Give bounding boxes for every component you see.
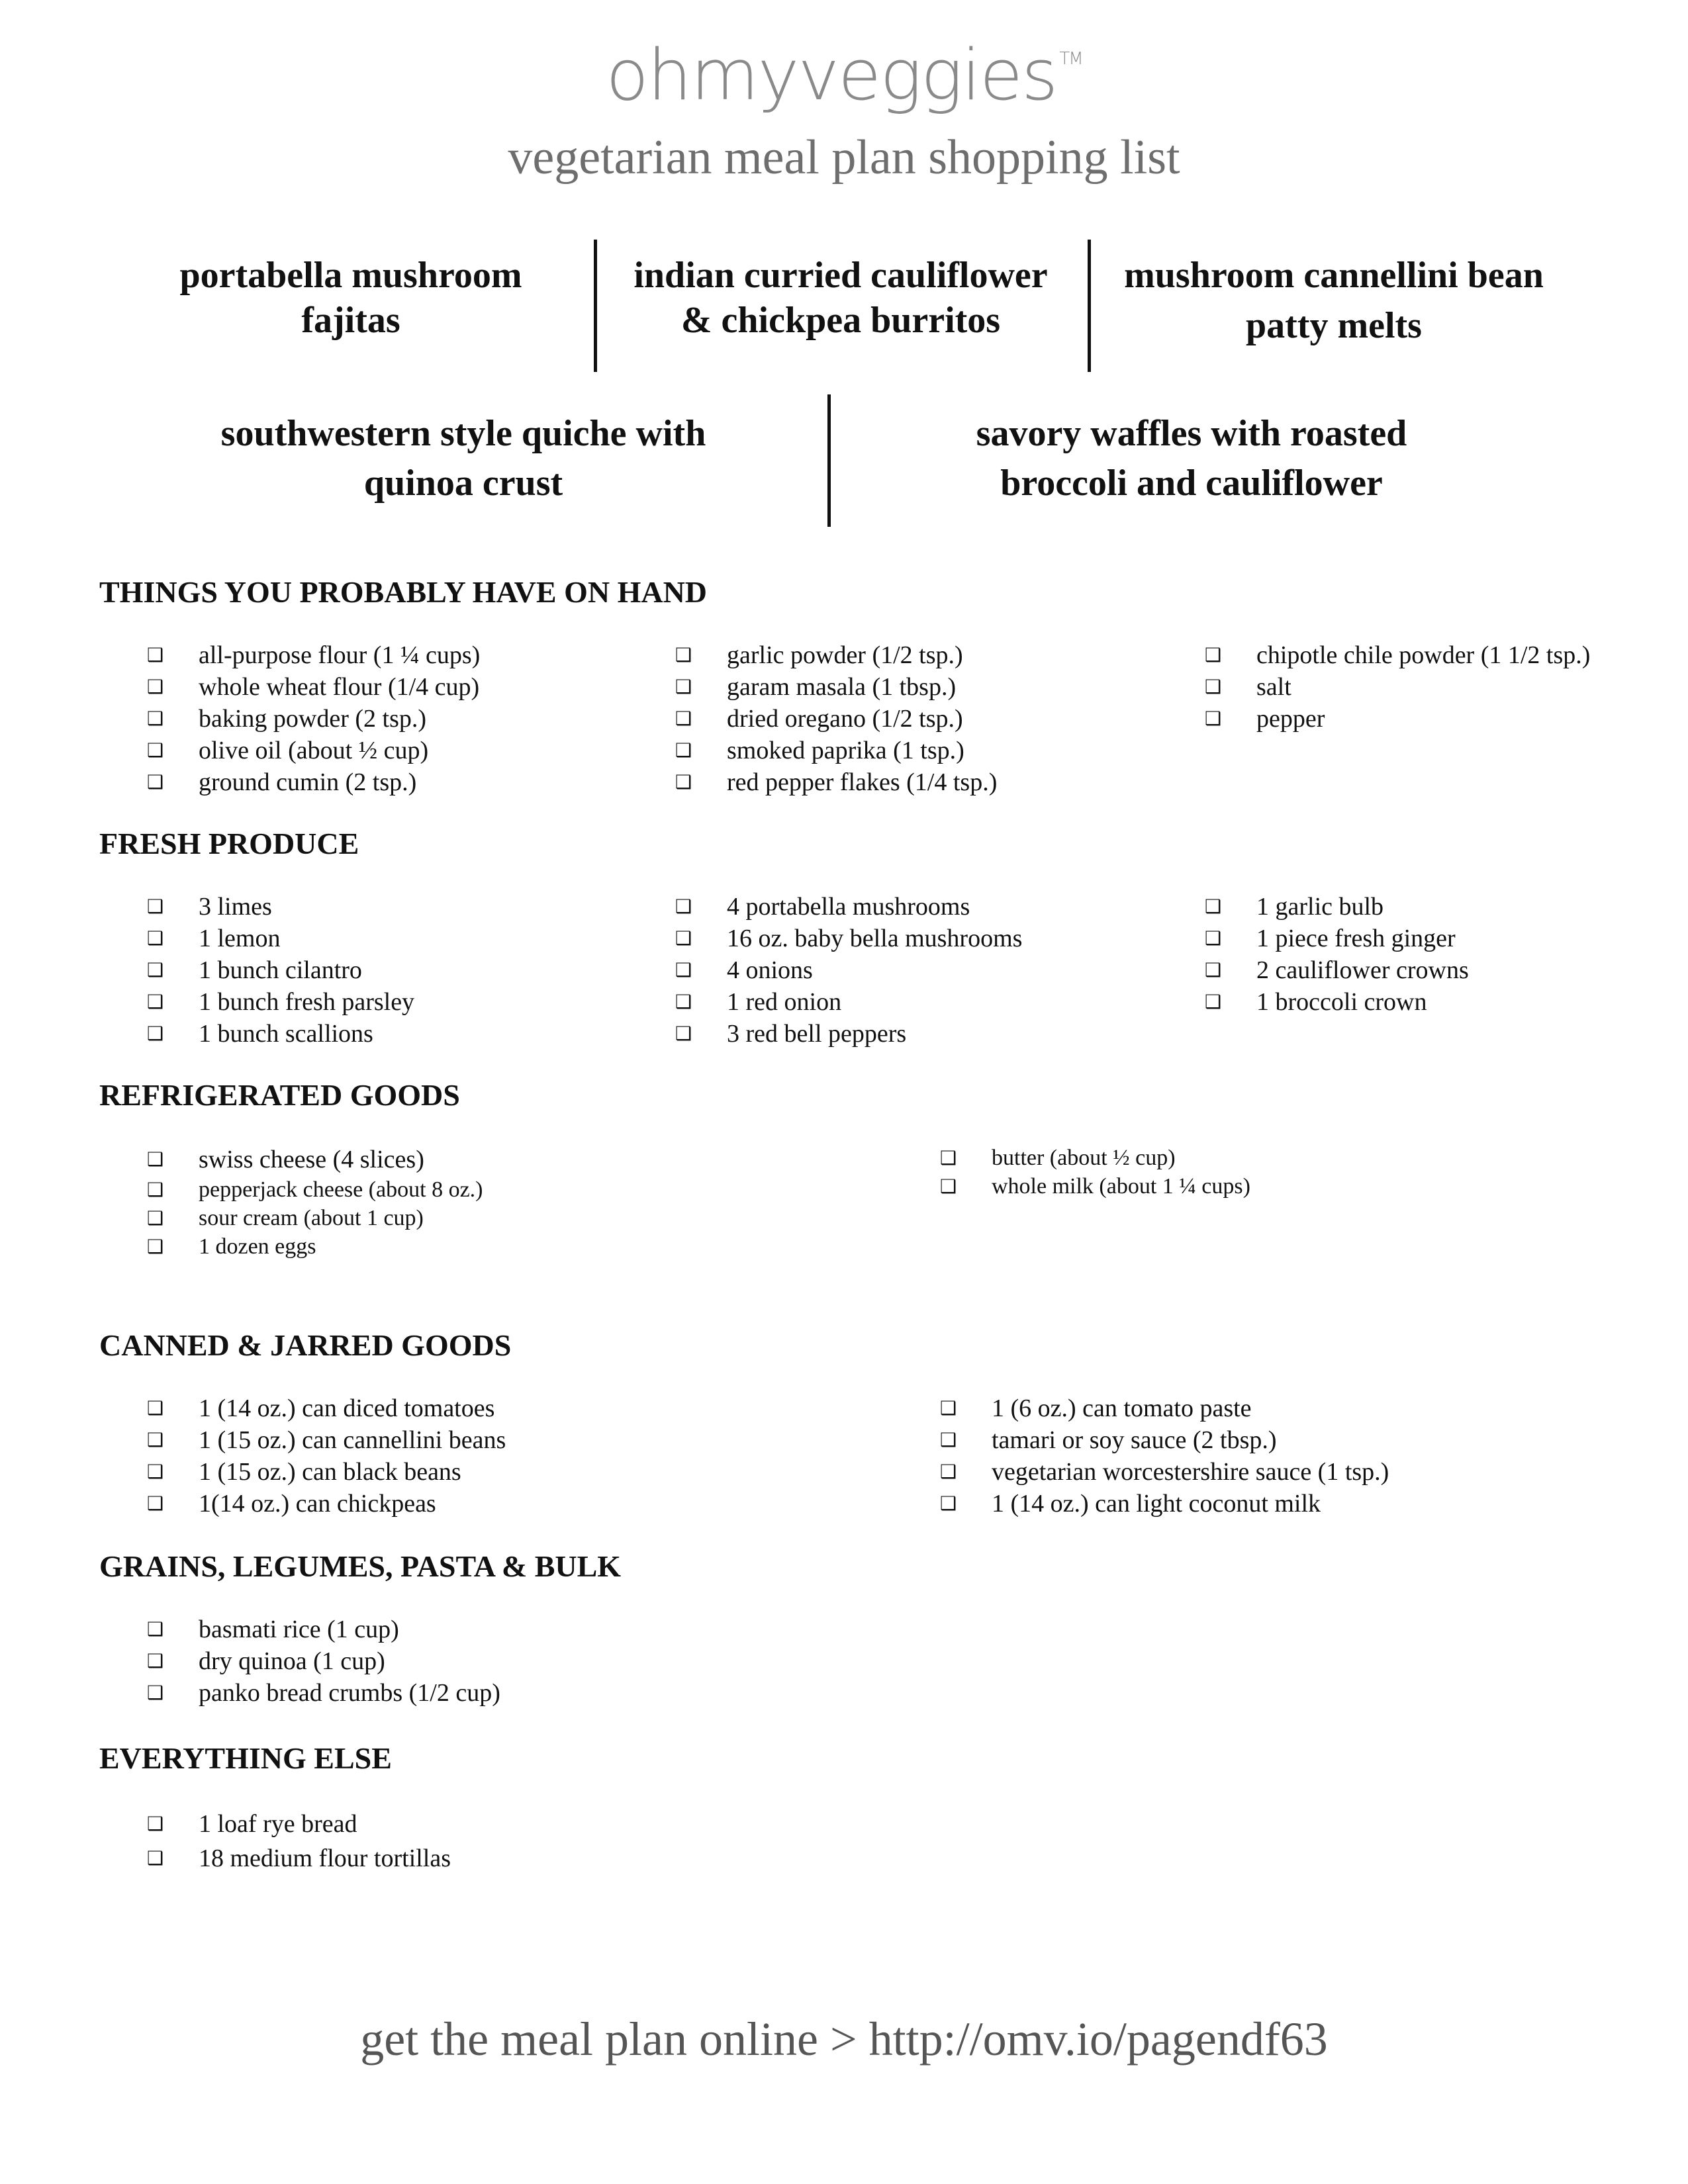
list-item[interactable]: [1205, 639, 1615, 671]
checkbox-icon[interactable]: ❑: [147, 739, 164, 761]
item-label: whole milk (about 1 ¼ cups): [992, 1174, 1250, 1199]
item-label: all-purpose flour (1 ¼ cups): [199, 641, 481, 669]
recipe-title-line: indian curried cauliflower: [633, 255, 1048, 296]
recipe-title-line: & chickpea burritos: [680, 300, 1001, 341]
checkbox-icon[interactable]: ❑: [147, 1179, 164, 1201]
checkbox-icon[interactable]: ❑: [147, 1650, 164, 1672]
item-label: 4 portabella mushrooms: [727, 893, 970, 921]
checkbox-icon[interactable]: ❑: [675, 1023, 692, 1044]
item-label: butter (about ½ cup): [992, 1146, 1176, 1170]
list-item[interactable]: [940, 1392, 1635, 1424]
list-item[interactable]: [940, 1172, 1602, 1201]
checkbox-icon[interactable]: ❑: [147, 676, 164, 698]
refrigerated-column-2: [940, 1144, 1602, 1201]
list-item[interactable]: [675, 986, 1178, 1018]
section-heading-produce: FRESH PRODUCE: [99, 827, 359, 860]
item-label: 1 dozen eggs: [199, 1234, 316, 1259]
checkbox-icon[interactable]: ❑: [675, 959, 692, 981]
item-label: dried oregano (1/2 tsp.): [727, 705, 963, 733]
item-label: pepper: [1256, 705, 1325, 733]
checkbox-icon[interactable]: ❑: [1205, 676, 1222, 698]
on-hand-column-2: [675, 639, 1178, 798]
recipe-title-line: savory waffles with roasted: [976, 413, 1407, 454]
item-label: 1 (15 oz.) can black beans: [199, 1458, 461, 1486]
list-item[interactable]: [147, 639, 650, 671]
checkbox-icon[interactable]: ❑: [940, 1492, 957, 1514]
list-item[interactable]: [147, 1175, 875, 1204]
item-label: 1 (14 oz.) can diced tomatoes: [199, 1394, 495, 1422]
on-hand-column-1: [147, 639, 650, 798]
produce-column-1: [147, 891, 650, 1050]
item-label: 4 onions: [727, 956, 813, 984]
list-item[interactable]: [675, 671, 1178, 703]
list-item[interactable]: [675, 735, 1178, 766]
item-label: 1 bunch fresh parsley: [199, 988, 415, 1016]
item-label: smoked paprika (1 tsp.): [727, 737, 964, 764]
recipe-title-line: fajitas: [301, 300, 400, 341]
item-label: vegetarian worcestershire sauce (1 tsp.): [992, 1458, 1389, 1486]
divider: [827, 394, 831, 527]
recipe-title-line: portabella mushroom: [179, 255, 522, 296]
produce-column-3: [1205, 891, 1615, 1018]
checkbox-icon[interactable]: ❑: [1205, 895, 1222, 917]
recipe-title-line: broccoli and cauliflower: [1000, 463, 1383, 504]
item-label: olive oil (about ½ cup): [199, 737, 429, 764]
item-label: 3 limes: [199, 893, 272, 921]
section-heading-everything-else: EVERYTHING ELSE: [99, 1741, 392, 1775]
list-item[interactable]: [1205, 986, 1615, 1018]
list-item[interactable]: [1205, 891, 1615, 923]
checkbox-icon[interactable]: ❑: [147, 1023, 164, 1044]
checkbox-icon[interactable]: ❑: [147, 644, 164, 666]
section-heading-grains: GRAINS, LEGUMES, PASTA & BULK: [99, 1549, 622, 1583]
item-label: tamari or soy sauce (2 tbsp.): [992, 1426, 1277, 1454]
list-item[interactable]: [1205, 923, 1615, 954]
canned-column-1: [147, 1392, 875, 1520]
list-item[interactable]: [147, 671, 650, 703]
recipe-title-line: quinoa crust: [363, 463, 563, 504]
list-item[interactable]: [147, 1018, 650, 1050]
list-item[interactable]: [940, 1456, 1635, 1488]
checkbox-icon[interactable]: ❑: [1205, 959, 1222, 981]
refrigerated-column-1: [147, 1144, 875, 1261]
list-item[interactable]: [675, 639, 1178, 671]
else-column-1: [147, 1807, 875, 1876]
checkbox-icon[interactable]: ❑: [675, 991, 692, 1013]
item-label: salt: [1256, 673, 1291, 701]
checkbox-icon[interactable]: ❑: [1205, 644, 1222, 666]
checkbox-icon[interactable]: ❑: [147, 1813, 164, 1835]
on-hand-column-3: [1205, 639, 1615, 735]
checkbox-icon[interactable]: ❑: [675, 644, 692, 666]
checkbox-icon[interactable]: ❑: [675, 739, 692, 761]
item-label: panko bread crumbs (1/2 cup): [199, 1679, 500, 1707]
checkbox-icon[interactable]: ❑: [147, 1461, 164, 1482]
grains-column-1: [147, 1614, 875, 1709]
recipe-title-burritos: [602, 253, 1079, 343]
checkbox-icon[interactable]: ❑: [147, 959, 164, 981]
item-label: chipotle chile powder (1 1/2 tsp.): [1256, 641, 1591, 669]
checkbox-icon[interactable]: ❑: [147, 1682, 164, 1704]
checkbox-icon[interactable]: ❑: [147, 1236, 164, 1257]
list-item[interactable]: [675, 923, 1178, 954]
recipe-title-fajitas: [126, 253, 576, 343]
list-item[interactable]: [147, 891, 650, 923]
item-label: 18 medium flour tortillas: [199, 1844, 451, 1872]
recipe-title-line: southwestern style quiche with: [220, 413, 706, 454]
list-item[interactable]: [147, 1614, 875, 1645]
list-item[interactable]: [675, 766, 1178, 798]
checkbox-icon[interactable]: ❑: [940, 1429, 957, 1451]
item-label: 1 (14 oz.) can light coconut milk: [992, 1490, 1321, 1518]
checkbox-icon[interactable]: ❑: [675, 676, 692, 698]
list-item[interactable]: [147, 1424, 875, 1456]
checkbox-icon[interactable]: ❑: [147, 707, 164, 729]
checkbox-icon[interactable]: ❑: [147, 1618, 164, 1640]
list-item[interactable]: [147, 986, 650, 1018]
checkbox-icon[interactable]: ❑: [940, 1147, 957, 1169]
list-item[interactable]: [940, 1424, 1635, 1456]
page-title: vegetarian meal plan shopping list: [508, 130, 1180, 185]
list-item[interactable]: [147, 1204, 875, 1232]
produce-column-2: [675, 891, 1178, 1050]
checkbox-icon[interactable]: ❑: [675, 771, 692, 793]
section-heading-refrigerated: REFRIGERATED GOODS: [99, 1078, 460, 1112]
item-label: red pepper flakes (1/4 tsp.): [727, 768, 998, 796]
recipe-title-waffles: [894, 409, 1489, 508]
checkbox-icon[interactable]: ❑: [147, 1492, 164, 1514]
list-item[interactable]: [147, 1488, 875, 1520]
checkbox-icon[interactable]: ❑: [675, 707, 692, 729]
logo: [0, 34, 1688, 116]
item-label: 1 garlic bulb: [1256, 893, 1384, 921]
list-item[interactable]: [147, 1144, 875, 1175]
divider: [1088, 240, 1091, 372]
item-label: ground cumin (2 tsp.): [199, 768, 417, 796]
divider: [594, 240, 597, 372]
checkbox-icon[interactable]: ❑: [147, 927, 164, 949]
checkbox-icon[interactable]: ❑: [147, 1148, 164, 1170]
list-item[interactable]: [147, 1645, 875, 1677]
canned-column-2: [940, 1392, 1635, 1520]
item-label: 1 (15 oz.) can cannellini beans: [199, 1426, 506, 1454]
item-label: 3 red bell peppers: [727, 1020, 907, 1048]
recipe-title-patty-melts: [1096, 253, 1572, 348]
checkbox-icon[interactable]: ❑: [675, 895, 692, 917]
logo-text: ohmyveggies: [606, 34, 1057, 116]
checkbox-icon[interactable]: ❑: [147, 1397, 164, 1419]
item-label: 2 cauliflower crowns: [1256, 956, 1469, 984]
item-label: swiss cheese (4 slices): [199, 1146, 424, 1173]
list-item[interactable]: [147, 1677, 875, 1709]
item-label: 1 broccoli crown: [1256, 988, 1427, 1016]
list-item[interactable]: [1205, 671, 1615, 703]
item-label: 1 (6 oz.) can tomato paste: [992, 1394, 1252, 1422]
checkbox-icon[interactable]: ❑: [147, 771, 164, 793]
list-item[interactable]: [1205, 954, 1615, 986]
section-heading-canned: CANNED & JARRED GOODS: [99, 1328, 512, 1362]
item-label: 1(14 oz.) can chickpeas: [199, 1490, 436, 1518]
recipe-title-line: patty melts: [1246, 305, 1422, 346]
checkbox-icon[interactable]: ❑: [940, 1461, 957, 1482]
item-label: 1 red onion: [727, 988, 842, 1016]
list-item[interactable]: [147, 1232, 875, 1261]
list-item[interactable]: [940, 1144, 1602, 1172]
list-item[interactable]: [675, 954, 1178, 986]
list-item[interactable]: [147, 766, 650, 798]
list-item[interactable]: [147, 703, 650, 735]
item-label: 1 bunch cilantro: [199, 956, 362, 984]
item-label: 16 oz. baby bella mushrooms: [727, 925, 1023, 952]
list-item[interactable]: [147, 1392, 875, 1424]
list-item[interactable]: [147, 1456, 875, 1488]
list-item[interactable]: [147, 1807, 875, 1841]
list-item[interactable]: [147, 954, 650, 986]
footer-link-text: get the meal plan online > http://omv.io/pagendf63: [360, 2013, 1328, 2066]
item-label: 1 lemon: [199, 925, 281, 952]
checkbox-icon[interactable]: ❑: [940, 1175, 957, 1197]
checkbox-icon[interactable]: ❑: [1205, 991, 1222, 1013]
list-item[interactable]: [1205, 703, 1615, 735]
item-label: 1 loaf rye bread: [199, 1810, 357, 1838]
checkbox-icon[interactable]: ❑: [1205, 707, 1222, 729]
checkbox-icon[interactable]: ❑: [147, 895, 164, 917]
checkbox-icon[interactable]: ❑: [940, 1397, 957, 1419]
item-label: pepperjack cheese (about 8 oz.): [199, 1177, 483, 1202]
recipe-title-line: mushroom cannellini bean: [1124, 255, 1544, 296]
section-heading-on-hand: THINGS YOU PROBABLY HAVE ON HAND: [99, 575, 708, 609]
checkbox-icon[interactable]: ❑: [147, 1207, 164, 1229]
list-item[interactable]: [147, 923, 650, 954]
item-label: 1 bunch scallions: [199, 1020, 373, 1048]
list-item[interactable]: [675, 891, 1178, 923]
checkbox-icon[interactable]: ❑: [147, 1429, 164, 1451]
recipe-title-quiche: [165, 409, 761, 508]
item-label: dry quinoa (1 cup): [199, 1647, 385, 1675]
item-label: 1 piece fresh ginger: [1256, 925, 1456, 952]
list-item[interactable]: [675, 1018, 1178, 1050]
checkbox-icon[interactable]: ❑: [147, 991, 164, 1013]
checkbox-icon[interactable]: ❑: [675, 927, 692, 949]
item-label: garlic powder (1/2 tsp.): [727, 641, 963, 669]
item-label: whole wheat flour (1/4 cup): [199, 673, 480, 701]
list-item[interactable]: [147, 735, 650, 766]
checkbox-icon[interactable]: ❑: [1205, 927, 1222, 949]
list-item[interactable]: [940, 1488, 1635, 1520]
list-item[interactable]: [147, 1841, 875, 1876]
item-label: basmati rice (1 cup): [199, 1615, 399, 1643]
list-item[interactable]: [675, 703, 1178, 735]
item-label: baking powder (2 tsp.): [199, 705, 427, 733]
item-label: sour cream (about 1 cup): [199, 1206, 424, 1230]
checkbox-icon[interactable]: ❑: [147, 1847, 164, 1869]
item-label: garam masala (1 tbsp.): [727, 673, 957, 701]
logo-trademark: TM: [1059, 49, 1082, 69]
